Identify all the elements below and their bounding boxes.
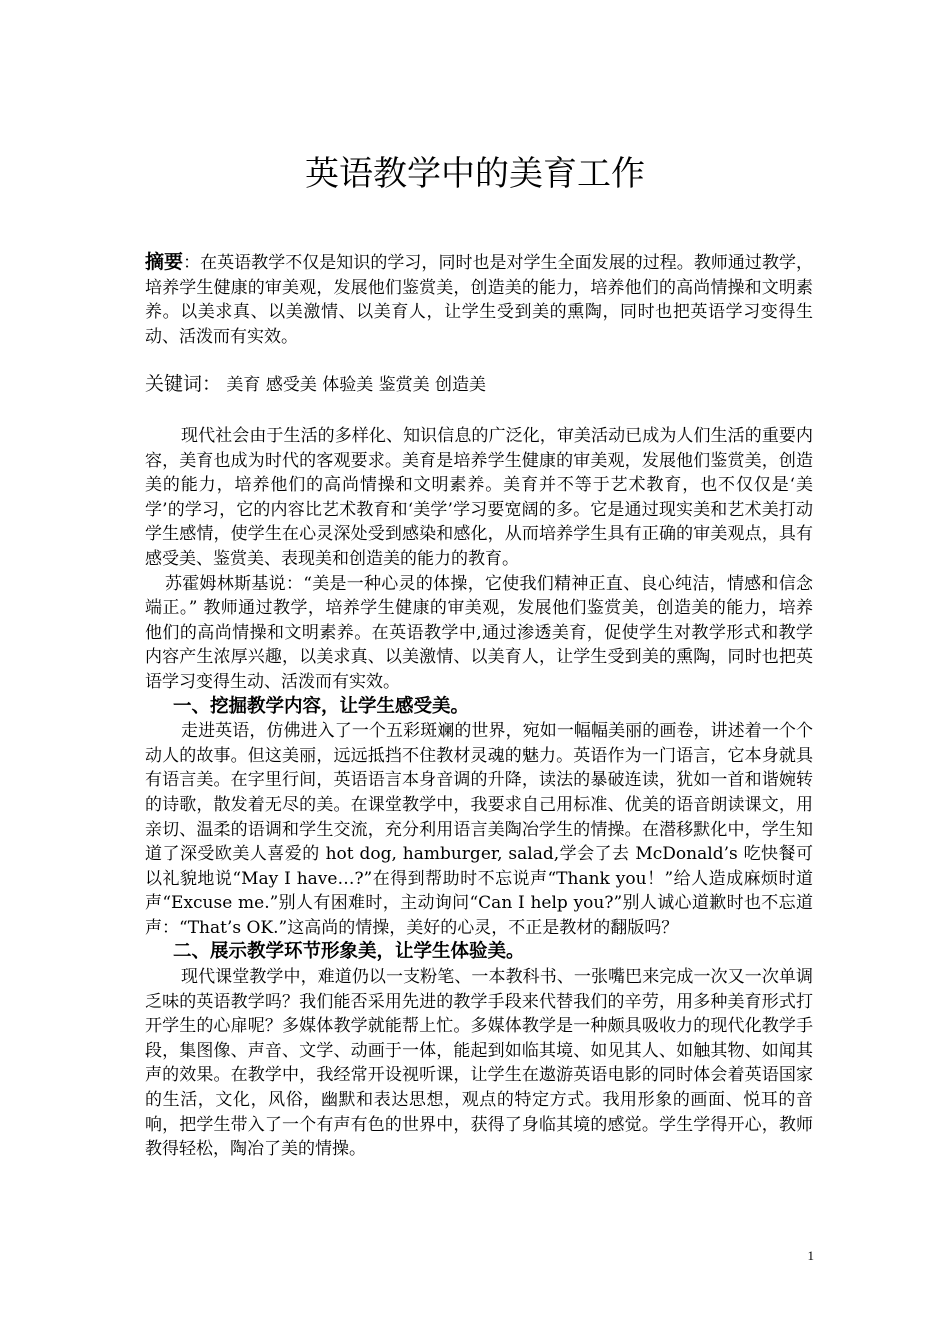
- abstract-label: 摘要: [145, 251, 184, 273]
- abstract-text: ：在英语教学不仅是知识的学习，同时也是对学生全面发展的过程。教师通过教学，培养学生健康的审美观，发展他们鉴赏美，创造美的能力，培养他们的高尚情操和文明素养。以美求真、以美激情、以美育人，让学生受到美的熏陶，同时也把英语学习变得生动、活泼而有实效。: [145, 253, 813, 347]
- page-number: 1: [807, 1248, 814, 1263]
- section-heading-2: 二、展示教学环节形象美，让学生体验美。: [173, 941, 525, 963]
- keywords: [145, 372, 813, 398]
- body-text: [145, 424, 813, 1162]
- paragraph-intro: 现代社会由于生活的多样化、知识信息的广泛化，审美活动已成为人们生活的重要内容，美育也成为时代的客观要求。美育是培养学生健康的审美观，发展他们鉴赏美，创造美的能力，培养他们的高尚情操和文明素养。美育并不等于艺术教育，也不仅仅是‘美学’的学习，它的内容比艺术教育和‘美学’学习要宽阔的多。它是通过现实美和艺术美打动学生感情，使学生在心灵深处受到感染和感化，从而培养学生具有正确的审美观点，具有感受美、鉴赏美、表现美和创造美的能力的教育。: [145, 426, 813, 569]
- keywords-text: 美育 感受美 体验美 鉴赏美 创造美: [221, 375, 487, 395]
- keywords-label: 关键词：: [145, 373, 222, 395]
- paragraph-section-1: 走进英语，仿佛进入了一个五彩斑斓的世界，宛如一幅幅美丽的画卷，讲述着一个个动人的故事。但这美丽，远远抵挡不住教材灵魂的魅力。英语作为一门语言，它本身就具有语言美。在字里行间，英语语言本身音调的升降，读法的暴破连读，犹如一首和谐婉转的诗歌，散发着无尽的美。在课堂教学中，我要求自己用标准、优美的语音朗读课文，用亲切、温柔的语调和学生交流，充分利用语言美陶冶学生的情操。在潜移默化中，学生知道了深受欧美人喜爱的 hot dog, hamburger, salad,学会了去 McDonald’s 吃快餐可以礼貌地说“May I have…?”在得到帮助时不忘说声“Thank you！”给人造成麻烦时道声“Excuse me.”别人有困难时，主动询问“Can I help you?”别人诚心道歉时也不忘道声：“That’s OK.”这高尚的情操，美好的心灵，不正是教材的翻版吗？: [145, 721, 813, 938]
- paragraph-section-2: 现代课堂教学中，难道仍以一支粉笔、一本教科书、一张嘴巴来完成一次又一次单调乏味的英语教学吗？我们能否采用先进的教学手段来代替我们的辛劳，用多种美育形式打开学生的心扉呢？多媒体教学就能帮上忙。多媒体教学是一种颇具吸收力的现代化教学手段，集图像、声音、文学、动画于一体，能起到如临其境、如见其人、如触其物、如闻其声的效果。在教学中，我经常开设视听课，让学生在遨游英语电影的同时体会着英语国家的生活，文化，风俗，幽默和表达思想，观点的特定方式。我用形象的画面、悦耳的音响，把学生带入了一个有声有色的世界中，获得了身临其境的感觉。学生学得开心，教师教得轻松，陶冶了美的情操。: [145, 967, 813, 1160]
- paragraph-quote: 苏霍姆林斯基说：“美是一种心灵的体操，它使我们精神正直、良心纯洁，情感和信念端正。” 教师通过教学，培养学生健康的审美观，发展他们鉴赏美，创造美的能力，培养他们的高尚情操和文明素养。在英语教学中,通过渗透美育，促使学生对教学形式和教学内容产生浓厚兴趣，以美求真、以美激情、以美育人，让学生受到美的熏陶，同时也把英语学习变得生动、活泼而有实效。: [145, 573, 813, 692]
- abstract: [145, 250, 813, 349]
- document-title: 英语教学中的美育工作: [305, 154, 645, 194]
- section-heading-1: 一、挖掘教学内容，让学生感受美。: [173, 695, 470, 717]
